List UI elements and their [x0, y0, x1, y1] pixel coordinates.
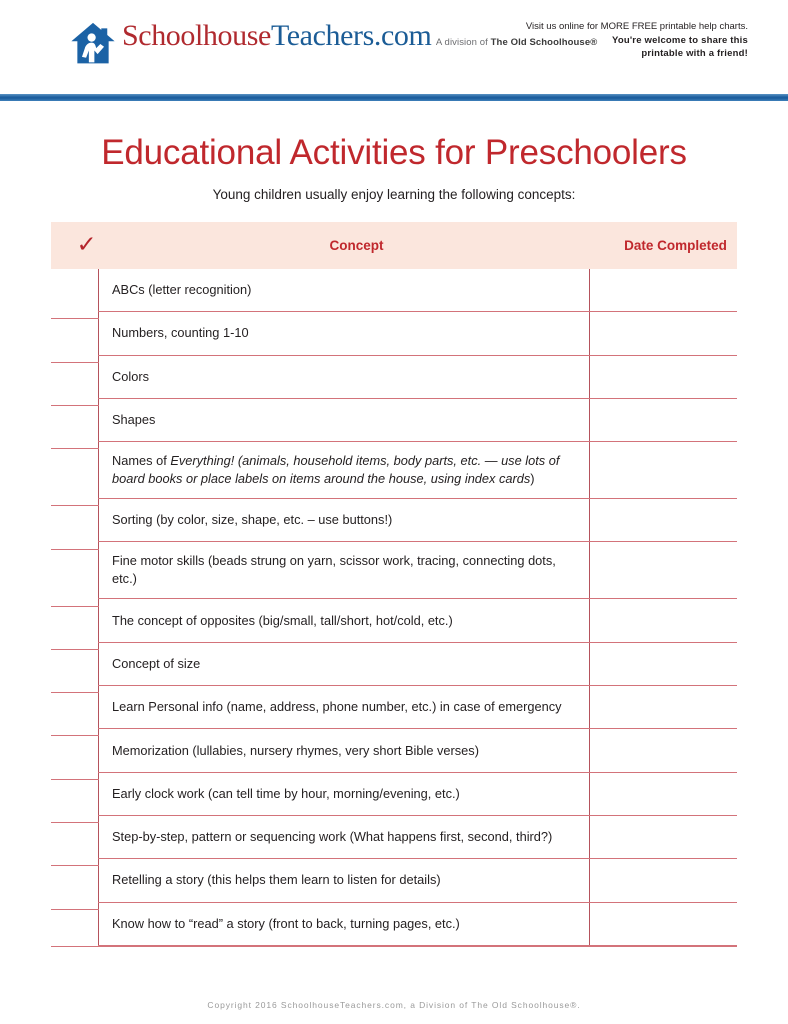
row-concept-emphasis: Everything! (animals, household items, body parts, etc. — use lots of board books or place labels on items around the house, using index cards — [112, 453, 560, 487]
table-bottom-rule — [51, 946, 737, 947]
checklist-table — [51, 222, 737, 947]
row-concept-text: Names of Everything! (animals, household items, body parts, etc. — use lots of board books or place labels on items around the house, using index cards) — [112, 453, 560, 487]
row-concept-text: Early clock work (can tell time by hour, morning/evening, etc.) — [112, 785, 460, 801]
row-date-completed-cell[interactable] — [590, 903, 737, 945]
header-promo — [526, 20, 748, 61]
row-concept-cell — [99, 499, 590, 541]
row-concept-text: Colors — [112, 368, 149, 384]
table-row — [51, 816, 737, 859]
row-concept-cell — [99, 686, 590, 728]
table-row — [51, 312, 737, 355]
row-date-completed-cell[interactable] — [590, 356, 737, 398]
row-date-completed-cell[interactable] — [590, 773, 737, 815]
row-concept-text: Concept of size — [112, 655, 201, 671]
row-concept-text: Learn Personal info (name, address, phone number, etc.) in case of emergency — [112, 699, 562, 715]
row-date-completed-cell[interactable] — [590, 399, 737, 441]
row-date-completed-cell[interactable] — [590, 499, 737, 541]
table-row — [51, 859, 737, 902]
row-concept-cell — [99, 442, 590, 498]
checkmark-icon: ✓ — [76, 232, 98, 258]
logo-tagline-prefix: A division of — [435, 37, 491, 48]
column-header-concept: Concept — [329, 238, 384, 253]
row-concept-text: ABCs (letter recognition) — [112, 282, 252, 298]
page-header — [0, 0, 788, 95]
row-concept-cell — [99, 643, 590, 685]
table-row — [51, 729, 737, 772]
table-row — [51, 686, 737, 729]
row-date-completed-cell[interactable] — [590, 269, 737, 311]
row-date-completed-cell[interactable] — [590, 729, 737, 771]
site-logo[interactable] — [70, 17, 597, 67]
table-row — [51, 442, 737, 499]
row-concept-cell — [99, 773, 590, 815]
row-concept-text: Know how to “read” a story (front to back, turning pages, etc.) — [112, 915, 460, 931]
row-concept-text: Sorting (by color, size, shape, etc. – use buttons!) — [112, 512, 393, 528]
table-row — [51, 643, 737, 686]
row-date-completed-cell[interactable] — [590, 859, 737, 901]
column-header-date-completed: Date Completed — [624, 238, 727, 253]
logo-word-schoolhouse: Schoolhouse — [122, 19, 271, 52]
footer-copyright: Copyright 2016 SchoolhouseTeachers.com, a Division of The Old Schoolhouse®. — [207, 1000, 581, 1010]
row-concept-cell — [99, 269, 590, 311]
table-row — [51, 773, 737, 816]
row-concept-cell — [99, 903, 590, 945]
promo-line-1: Visit us online for MORE FREE printable help charts. — [525, 21, 748, 32]
page-subtitle: Young children usually enjoy learning the following concepts: — [212, 187, 576, 202]
row-concept-text: Fine motor skills (beads strung on yarn, scissor work, tracing, connecting dots, etc.) — [112, 553, 556, 587]
row-date-completed-cell[interactable] — [590, 599, 737, 641]
table-row — [51, 499, 737, 542]
row-concept-cell — [99, 356, 590, 398]
table-row — [51, 599, 737, 642]
row-date-completed-cell[interactable] — [590, 816, 737, 858]
logo-tagline-brand: The Old Schoolhouse® — [490, 37, 598, 48]
row-concept-cell — [99, 312, 590, 354]
row-concept-cell — [99, 399, 590, 441]
promo-line-3: printable with a friend! — [641, 48, 748, 59]
table-row — [51, 269, 737, 312]
header-divider-rule — [0, 94, 788, 101]
house-with-child-icon — [70, 21, 116, 67]
row-concept-text: Memorization (lullabies, nursery rhymes, very short Bible verses) — [112, 742, 479, 758]
row-date-completed-cell[interactable] — [590, 686, 737, 728]
check-column-background — [51, 269, 98, 946]
table-row — [51, 542, 737, 599]
row-concept-text: Shapes — [112, 412, 156, 428]
row-date-completed-cell[interactable] — [590, 312, 737, 354]
row-concept-cell — [99, 542, 590, 598]
logo-word-teachers: Teachers.com — [270, 19, 432, 52]
row-concept-text: Numbers, counting 1-10 — [112, 325, 249, 341]
column-header-check — [51, 234, 111, 257]
table-row — [51, 399, 737, 442]
table-header-row — [51, 222, 737, 269]
row-concept-text: The concept of opposites (big/small, tall/short, hot/cold, etc.) — [112, 612, 453, 628]
table-row — [51, 903, 737, 946]
row-concept-cell — [99, 599, 590, 641]
table-body — [51, 269, 737, 946]
row-concept-cell — [99, 729, 590, 771]
row-concept-cell — [99, 816, 590, 858]
table-row — [51, 356, 737, 399]
row-date-completed-cell[interactable] — [590, 542, 737, 598]
row-date-completed-cell[interactable] — [590, 442, 737, 498]
logo-wordmark — [122, 19, 431, 52]
row-concept-cell — [99, 859, 590, 901]
page-title: Educational Activities for Preschoolers — [101, 133, 687, 172]
promo-line-2: You're welcome to share this — [612, 34, 748, 46]
row-concept-text: Retelling a story (this helps them learn to listen for details) — [112, 872, 441, 888]
row-date-completed-cell[interactable] — [590, 643, 737, 685]
row-concept-text: Step-by-step, pattern or sequencing work (What happens first, second, third?) — [112, 829, 553, 845]
